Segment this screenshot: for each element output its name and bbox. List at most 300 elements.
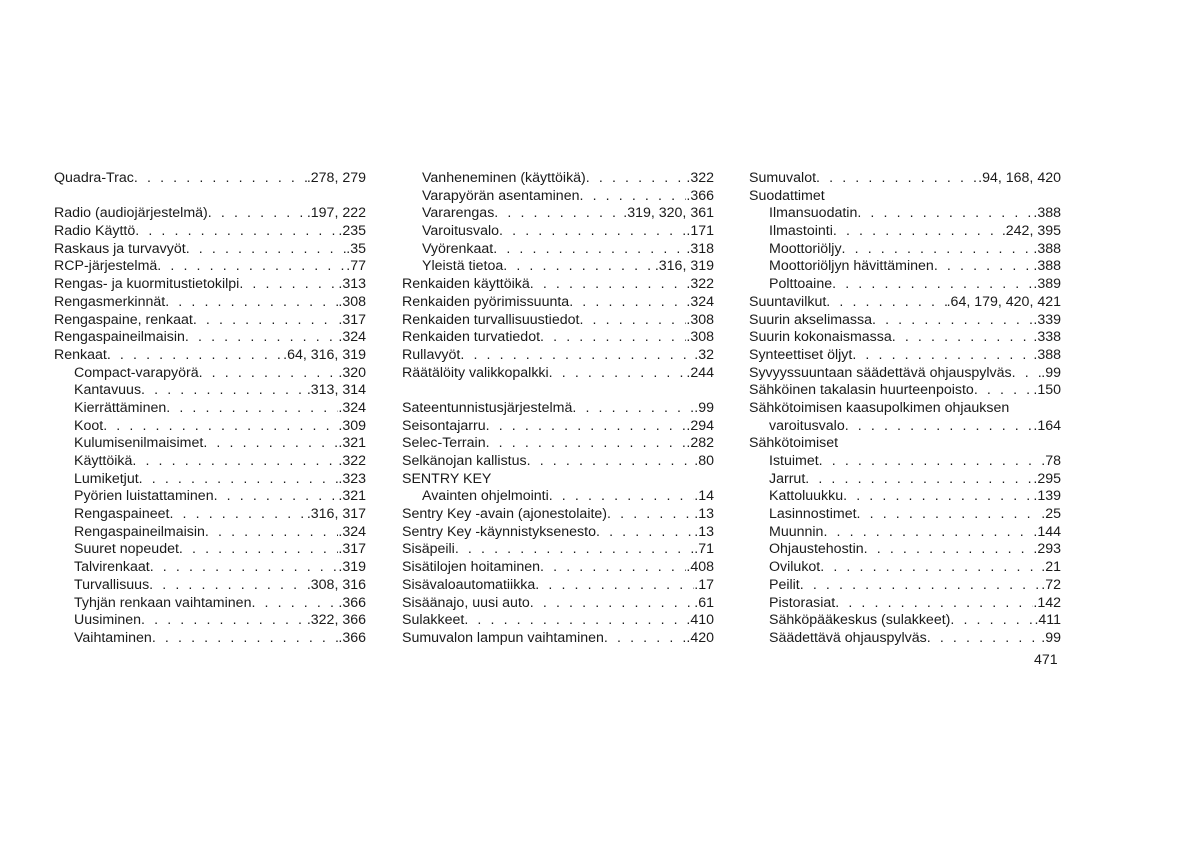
blank-line <box>402 382 714 400</box>
index-subentry <box>54 630 366 648</box>
entry-pages: .294 <box>686 417 714 434</box>
index-entry <box>749 435 1061 453</box>
index-subentry <box>749 595 1061 613</box>
dot-leader <box>193 312 339 330</box>
entry-pages: .13 <box>694 523 714 540</box>
entry-pages: .80 <box>694 453 714 469</box>
index-entry <box>749 312 1061 330</box>
entry-pages: .324 <box>338 329 366 346</box>
entry-label: Quadra-Trac <box>54 170 134 186</box>
entry-pages: .318 <box>686 240 714 257</box>
entry-pages: .242, 395 <box>1001 223 1061 240</box>
dot-leader <box>208 205 307 223</box>
entry-label: Rengasmerkinnät <box>54 293 166 310</box>
index-subentry <box>749 630 1061 648</box>
index-subentry <box>54 365 366 383</box>
entry-pages: .366 <box>338 594 366 611</box>
entry-label: Sähköinen takalasin huurteenpoisto <box>749 382 974 399</box>
entry-label: Sumuvalot <box>749 170 817 186</box>
entry-label: Radio Käyttö <box>54 223 136 240</box>
index-entry <box>402 418 714 436</box>
entry-pages: .320 <box>338 364 366 381</box>
entry-pages: .72 <box>1041 576 1061 593</box>
dot-leader <box>805 471 1033 489</box>
entry-label: Lasinnostimet <box>769 506 857 523</box>
entry-label: Rengaspaineet <box>74 506 170 523</box>
index-subentry <box>54 382 366 400</box>
index-subentry <box>402 241 714 259</box>
dot-leader <box>569 294 686 312</box>
index-entry <box>402 453 714 471</box>
entry-label: Suurin kokonaismassa <box>749 329 892 346</box>
dot-leader <box>486 418 687 436</box>
index-subentry <box>749 453 1061 471</box>
entry-pages: .282 <box>686 435 714 452</box>
index-subentry <box>54 541 366 559</box>
entry-label: Kierrättäminen <box>74 399 167 416</box>
index-entry <box>402 276 714 294</box>
entry-label: Koot <box>74 417 104 434</box>
entry-label: Rengaspaine, renkaat <box>54 311 193 328</box>
dot-leader <box>864 541 1034 559</box>
entry-label: Ovilukot <box>769 559 821 576</box>
entry-label: Avainten ohjelmointi <box>422 488 549 505</box>
entry-label: Varoitusvalo <box>422 223 500 240</box>
entry-label: Sateentunnistusjärjestelmä <box>402 399 573 416</box>
entry-pages: .197, 222 <box>306 205 366 222</box>
entry-label: Sähkötoimisen kaasupolkimen ohjauksen <box>749 399 1010 416</box>
index-entry <box>402 577 714 595</box>
entry-pages: .17 <box>694 576 714 593</box>
entry-label: Rullavyöt <box>402 346 461 363</box>
entry-pages: .313, 314 <box>306 382 366 399</box>
dot-leader <box>820 559 1041 577</box>
entry-pages: .388 <box>1033 346 1061 363</box>
entry-pages: .388 <box>1033 258 1061 275</box>
entry-label: Rengaspaineilmaisin <box>54 329 185 346</box>
entry-pages: .388 <box>1033 240 1061 257</box>
entry-pages: .78 <box>1041 453 1061 469</box>
entry-label: Renkaiden pyörimissuunta <box>402 293 570 310</box>
dot-leader <box>892 329 1034 347</box>
dot-leader <box>974 382 1034 400</box>
dot-leader <box>107 347 283 365</box>
entry-label: Sumuvalon lampun vaihtaminen <box>402 629 604 646</box>
entry-pages: .319, 320, 361 <box>623 205 714 222</box>
entry-pages: .410 <box>686 612 714 629</box>
index-subentry <box>54 612 366 630</box>
index-subentry <box>749 577 1061 595</box>
index-subentry <box>54 506 366 524</box>
entry-label: Sisätilojen hoitaminen <box>402 559 541 576</box>
index-entry <box>402 400 714 418</box>
entry-pages: .139 <box>1033 488 1061 505</box>
index-entry <box>54 258 366 276</box>
blank-line <box>54 188 366 206</box>
entry-pages: .366 <box>686 187 714 204</box>
entry-pages: .295 <box>1033 470 1061 487</box>
entry-label: Suurin akselimassa <box>749 311 873 328</box>
entry-pages: .324 <box>686 293 714 310</box>
entry-pages: .235 <box>338 223 366 240</box>
dot-leader <box>214 488 339 506</box>
dot-leader <box>927 630 1042 648</box>
dot-leader <box>572 400 694 418</box>
entry-label: Renkaat <box>54 346 107 363</box>
entry-label: Lumiketjut <box>74 470 139 487</box>
entry-pages: .321 <box>338 435 366 452</box>
index-entry <box>402 329 714 347</box>
index-entry <box>402 471 714 489</box>
index-subentry <box>749 612 1061 630</box>
entry-pages: .420 <box>686 629 714 646</box>
index-subentry <box>749 276 1061 294</box>
index-entry <box>402 435 714 453</box>
index-entry <box>749 347 1061 365</box>
index-subentry <box>54 435 366 453</box>
entry-label: Moottoriöljy <box>769 240 842 257</box>
entry-label: Ohjaustehostin <box>769 541 864 558</box>
entry-label: Polttoaine <box>769 276 833 293</box>
entry-label: Varapyörän asentaminen <box>422 187 580 204</box>
entry-label: Talvirenkaat <box>74 559 150 576</box>
entry-label: Tyhjän renkaan vaihtaminen <box>74 594 252 611</box>
dot-leader <box>132 453 338 471</box>
index-entry <box>54 241 366 259</box>
dot-leader <box>464 612 686 630</box>
dot-leader <box>540 559 686 577</box>
entry-pages: .171 <box>686 223 714 240</box>
dot-leader <box>166 400 338 418</box>
entry-pages: .366 <box>338 629 366 646</box>
index-entry <box>402 595 714 613</box>
entry-pages: .64, 316, 319 <box>283 346 366 363</box>
dot-leader <box>842 241 1034 259</box>
index-subentry <box>54 577 366 595</box>
page-number: 471 <box>1034 652 1058 668</box>
dot-leader <box>150 559 339 577</box>
entry-label: Selec-Terrain <box>402 435 486 452</box>
dot-leader <box>540 329 686 347</box>
dot-leader <box>535 577 694 595</box>
entry-pages: .322 <box>686 170 714 186</box>
entry-label: Sähköpääkeskus (sulakkeet) <box>769 612 951 629</box>
dot-leader <box>607 506 694 524</box>
index-subentry <box>402 258 714 276</box>
entry-pages: .317 <box>338 541 366 558</box>
index-subentry <box>749 559 1061 577</box>
entry-pages: .244 <box>686 364 714 381</box>
entry-label: Käyttöikä <box>74 453 133 469</box>
entry-label: varoitusvalo <box>769 417 845 434</box>
entry-label: Selkänojan kallistus <box>402 453 527 469</box>
entry-pages: .14 <box>694 488 714 505</box>
entry-label: Seisontajarru <box>402 417 486 434</box>
entry-label: Ilmastointi <box>769 223 833 240</box>
entry-pages: .308 <box>686 329 714 346</box>
entry-label: Raskaus ja turvavyöt <box>54 240 186 257</box>
dot-leader <box>1012 365 1042 383</box>
entry-pages: .99 <box>1041 629 1061 646</box>
entry-label: Vaihtaminen <box>74 629 152 646</box>
index-entry <box>54 312 366 330</box>
index-entry <box>54 170 366 188</box>
entry-pages: .35 <box>346 240 366 257</box>
entry-pages: .321 <box>338 488 366 505</box>
dot-leader <box>139 471 339 489</box>
dot-leader <box>816 170 978 188</box>
entry-label: Kattoluukku <box>769 488 844 505</box>
entry-label: Pyörien luistattaminen <box>74 488 214 505</box>
index-column-3 <box>749 170 1061 648</box>
index-entry <box>402 312 714 330</box>
dot-leader <box>823 524 1033 542</box>
dot-leader <box>579 312 686 330</box>
entry-label: Sähkötoimiset <box>749 435 839 452</box>
entry-label: Suuntavilkut <box>749 293 827 310</box>
dot-leader <box>819 453 1042 471</box>
index-entry <box>402 524 714 542</box>
index-entry <box>402 630 714 648</box>
dot-leader <box>141 382 307 400</box>
index-subentry <box>54 488 366 506</box>
index-subentry <box>402 488 714 506</box>
dot-leader <box>527 453 695 471</box>
dot-leader <box>503 258 655 276</box>
entry-label: Vanheneminen (käyttöikä) <box>422 170 586 186</box>
index-entry <box>402 365 714 383</box>
dot-leader <box>157 258 346 276</box>
dot-leader <box>169 506 306 524</box>
index-entry <box>402 612 714 630</box>
entry-pages: .411 <box>1034 612 1061 629</box>
entry-pages: .322, 366 <box>306 612 366 629</box>
dot-leader <box>203 435 338 453</box>
dot-leader <box>239 276 338 294</box>
entry-pages: .21 <box>1041 559 1061 576</box>
index-entry <box>749 188 1061 206</box>
index-entry <box>402 541 714 559</box>
entry-label: Turvallisuus <box>74 576 150 593</box>
entry-pages: .64, 179, 420, 421 <box>946 293 1061 310</box>
entry-pages: .77 <box>346 258 366 275</box>
dot-leader <box>832 276 1033 294</box>
entry-pages: .309 <box>338 417 366 434</box>
entry-label: Ilmansuodatin <box>769 205 858 222</box>
entry-label: Kulumisenilmaisimet <box>74 435 204 452</box>
dot-leader <box>845 418 1034 436</box>
dot-leader <box>852 347 1033 365</box>
entry-label: Kantavuus <box>74 382 142 399</box>
index-subentry <box>54 471 366 489</box>
entry-pages: .324 <box>338 399 366 416</box>
dot-leader <box>486 435 687 453</box>
index-subentry <box>749 418 1061 436</box>
dot-leader <box>835 595 1033 613</box>
entry-pages: .322 <box>686 276 714 293</box>
entry-label: Suuret nopeudet <box>74 541 179 558</box>
entry-pages: .13 <box>694 506 714 523</box>
entry-label: Radio (audiojärjestelmä) <box>54 205 208 222</box>
entry-pages: .142 <box>1033 594 1061 611</box>
entry-pages: .316, 317 <box>306 506 366 523</box>
index-entry <box>54 329 366 347</box>
entry-pages: .308 <box>338 293 366 310</box>
dot-leader <box>493 241 686 259</box>
entry-pages: .389 <box>1033 276 1061 293</box>
index-subentry <box>402 223 714 241</box>
entry-label: Syvyyssuuntaan säädettävä ohjauspylväs <box>749 364 1012 381</box>
dot-leader <box>843 488 1033 506</box>
index-entry <box>54 276 366 294</box>
entry-label: Sisävaloautomatiikka <box>402 576 536 593</box>
dot-leader <box>165 294 338 312</box>
entry-pages: .61 <box>694 594 714 611</box>
dot-leader <box>152 630 339 648</box>
entry-pages: .408 <box>686 559 714 576</box>
index-subentry <box>749 471 1061 489</box>
index-subentry <box>749 506 1061 524</box>
dot-leader <box>934 258 1034 276</box>
dot-leader <box>494 205 623 223</box>
index-entry <box>54 223 366 241</box>
index-entry <box>749 382 1061 400</box>
index-column-2 <box>402 170 714 648</box>
index-entry <box>749 170 1061 188</box>
index-entry <box>402 506 714 524</box>
entry-label: Rengas- ja kuormitustietokilpi <box>54 276 240 293</box>
index-subentry <box>54 524 366 542</box>
index-subentry <box>749 223 1061 241</box>
index-subentry <box>54 453 366 471</box>
dot-leader <box>950 612 1034 630</box>
entry-label: Moottoriöljyn hävittäminen <box>769 258 934 275</box>
entry-pages: .339 <box>1033 311 1061 328</box>
entry-label: Säädettävä ohjauspylväs <box>769 629 927 646</box>
index-entry <box>749 365 1061 383</box>
dot-leader <box>872 312 1033 330</box>
entry-pages: .71 <box>694 541 714 558</box>
entry-pages: .150 <box>1033 382 1061 399</box>
entry-pages: .293 <box>1033 541 1061 558</box>
dot-leader <box>149 577 307 595</box>
dot-leader <box>205 524 338 542</box>
index-entry <box>54 205 366 223</box>
index-subentry <box>54 418 366 436</box>
dot-leader <box>833 223 1002 241</box>
entry-pages: .316, 319 <box>654 258 714 275</box>
entry-label: Istuimet <box>769 453 819 469</box>
dot-leader <box>549 365 687 383</box>
entry-label: Synteettiset öljyt <box>749 346 853 363</box>
entry-pages: .278, 279 <box>306 170 366 186</box>
entry-label: Sentry Key -avain (ajonestolaite) <box>402 506 608 523</box>
index-entry <box>749 294 1061 312</box>
entry-label: Vyörenkaat <box>422 240 494 257</box>
entry-pages: .32 <box>694 346 714 363</box>
entry-label: Sisäpeili <box>402 541 455 558</box>
index-subentry <box>749 488 1061 506</box>
entry-label: Jarrut <box>769 470 806 487</box>
entry-label: Compact-varapyörä <box>74 364 199 381</box>
entry-label: RCP-järjestelmä <box>54 258 158 275</box>
entry-pages: .25 <box>1041 506 1061 523</box>
index-entry <box>749 329 1061 347</box>
index-subentry <box>749 524 1061 542</box>
dot-leader <box>826 294 946 312</box>
dot-leader <box>251 595 338 613</box>
index-subentry <box>54 595 366 613</box>
dot-leader <box>141 612 307 630</box>
entry-pages: .317 <box>338 311 366 328</box>
entry-label: Renkaiden turvatiedot <box>402 329 541 346</box>
dot-leader <box>499 223 686 241</box>
dot-leader <box>596 524 694 542</box>
dot-leader <box>103 418 338 436</box>
dot-leader <box>579 188 686 206</box>
entry-label: SENTRY KEY <box>402 470 492 487</box>
index-subentry <box>749 241 1061 259</box>
entry-label: Rengaspaineilmaisin <box>74 523 205 540</box>
entry-label: Uusiminen <box>74 612 142 629</box>
index-subentry <box>402 170 714 188</box>
index-column-1 <box>54 170 366 648</box>
dot-leader <box>800 577 1042 595</box>
entry-pages: .164 <box>1033 417 1061 434</box>
index-subentry <box>54 400 366 418</box>
index-subentry <box>749 541 1061 559</box>
entry-label: Suodattimet <box>749 187 825 204</box>
dot-leader <box>199 365 339 383</box>
index-entry <box>402 294 714 312</box>
entry-label: Muunnin <box>769 523 824 540</box>
entry-pages: .322 <box>338 453 366 469</box>
index-subentry <box>402 205 714 223</box>
dot-leader <box>134 170 307 188</box>
entry-label: Pistorasiat <box>769 594 836 611</box>
dot-leader <box>460 347 694 365</box>
index-entry <box>402 347 714 365</box>
entry-label: Yleistä tietoa <box>422 258 504 275</box>
entry-pages: .313 <box>338 276 366 293</box>
entry-label: Sisäänajo, uusi auto <box>402 594 530 611</box>
entry-pages: .319 <box>338 559 366 576</box>
dot-leader <box>185 329 338 347</box>
entry-label: Vararengas <box>422 205 495 222</box>
entry-pages: .388 <box>1033 205 1061 222</box>
dot-leader <box>857 205 1033 223</box>
entry-pages: .99 <box>694 399 714 416</box>
dot-leader <box>135 223 338 241</box>
entry-pages: .324 <box>338 523 366 540</box>
entry-label: Peilit <box>769 576 800 593</box>
entry-pages: .323 <box>338 470 366 487</box>
entry-pages: .308, 316 <box>306 576 366 593</box>
index-subentry <box>749 205 1061 223</box>
dot-leader <box>530 276 687 294</box>
entry-label: Sentry Key -käynnistyksenesto <box>402 523 596 540</box>
index-entry <box>402 559 714 577</box>
index-subentry <box>749 258 1061 276</box>
entry-pages: .94, 168, 420 <box>978 170 1061 186</box>
dot-leader <box>604 630 686 648</box>
dot-leader <box>857 506 1042 524</box>
entry-pages: .308 <box>686 311 714 328</box>
entry-pages: .338 <box>1033 329 1061 346</box>
entry-pages: .144 <box>1033 523 1061 540</box>
entry-label: Renkaiden turvallisuustiedot <box>402 311 580 328</box>
dot-leader <box>179 541 338 559</box>
